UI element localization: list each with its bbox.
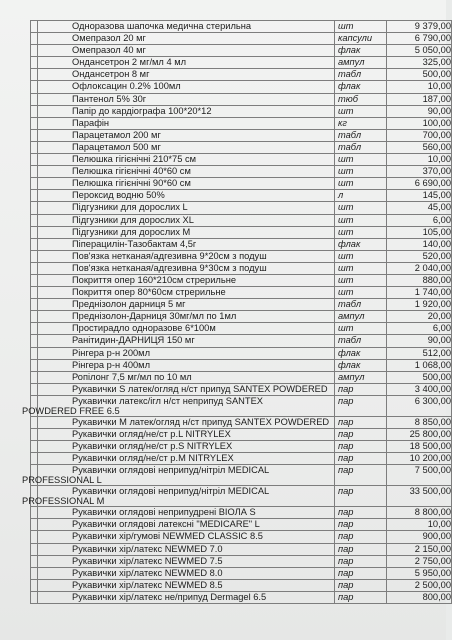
item-name: Підгузники для дорослих M (72, 226, 191, 237)
item-name-cell (38, 226, 335, 238)
row-marker-cell (31, 190, 38, 202)
item-unit: шт (335, 262, 387, 274)
item-unit: шт (335, 274, 387, 286)
item-unit: кг (335, 117, 387, 129)
item-name-cell (38, 45, 335, 57)
item-unit: табл (335, 141, 387, 153)
table-row (31, 429, 452, 441)
table-row (31, 323, 452, 335)
row-marker-cell (31, 166, 38, 178)
table-row (31, 486, 452, 507)
item-amount: 2 040,00 (387, 262, 452, 274)
item-name: Рукавички хір/латекс NEWMED 8.0 (72, 567, 223, 578)
item-name-cell (38, 555, 335, 567)
item-name-cell (22, 486, 335, 507)
item-name-cell (38, 543, 335, 555)
item-unit: флак (335, 238, 387, 250)
item-amount: 325,00 (387, 57, 452, 69)
item-name: Офлоксацин 0.2% 100мл (72, 81, 181, 92)
item-name: Рукавички оглядові неприпудрені ВІОЛА S (72, 507, 256, 518)
item-unit: табл (335, 335, 387, 347)
item-unit: шт (335, 105, 387, 117)
row-marker-cell (31, 21, 38, 33)
item-name-cell (38, 347, 335, 359)
item-name: Підгузники для дорослих XL (72, 214, 194, 225)
item-unit: пар (335, 383, 387, 395)
table-row (31, 214, 452, 226)
item-unit: шт (335, 250, 387, 262)
item-amount: 1 740,00 (387, 287, 452, 299)
table-row (31, 274, 452, 286)
row-marker-cell (31, 287, 38, 299)
item-name: Пов'язка нетканая/адгезивна 9*20см з подуш (72, 250, 267, 261)
item-name: Одноразова шапочка медична стерильна (72, 21, 252, 31)
item-name-cell (38, 507, 335, 519)
row-marker-cell (31, 441, 38, 453)
item-unit: л (335, 190, 387, 202)
row-marker-cell (31, 519, 38, 531)
item-name: Пантенол 5% 30г (72, 93, 147, 104)
table-row (31, 93, 452, 105)
item-name: Рукавички хір/латекс не/припуд Dermagel 6.5 (72, 591, 267, 602)
table-row (31, 154, 452, 166)
item-name-cell (38, 287, 335, 299)
item-amount: 1 068,00 (387, 359, 452, 371)
item-name: Рукавички хір/латекс NEWMED 7.0 (72, 543, 223, 554)
item-unit: флак (335, 81, 387, 93)
item-amount: 18 500,00 (387, 441, 452, 453)
row-marker-cell (31, 81, 38, 93)
item-unit: ампул (335, 311, 387, 323)
item-name-cell (38, 154, 335, 166)
item-name: Рукавички огляд/не/ст р.S NITRYLEX (72, 441, 233, 452)
item-amount: 560,00 (387, 141, 452, 153)
row-marker-cell (31, 416, 38, 428)
row-marker-cell (31, 429, 38, 441)
item-name-cell (38, 250, 335, 262)
item-amount: 370,00 (387, 166, 452, 178)
table-row (31, 226, 452, 238)
item-amount: 145,00 (387, 190, 452, 202)
table-row (31, 531, 452, 543)
row-marker-cell (31, 178, 38, 190)
item-name-cell (38, 262, 335, 274)
item-amount: 500,00 (387, 69, 452, 81)
table-row (31, 287, 452, 299)
item-name-cell (38, 274, 335, 286)
row-marker-cell (31, 323, 38, 335)
item-name-cell (38, 81, 335, 93)
item-name-cell (38, 299, 335, 311)
item-unit: флак (335, 359, 387, 371)
item-amount: 6,00 (387, 323, 452, 335)
item-amount: 700,00 (387, 129, 452, 141)
item-name-cell (38, 33, 335, 45)
item-amount: 2 750,00 (387, 555, 452, 567)
item-name-cell (38, 57, 335, 69)
item-name: Рукавички оглядові неприпуд/нітріл MEDICAL PROFESSIONAL L (22, 465, 269, 486)
item-amount: 33 500,00 (387, 486, 452, 507)
item-unit: ампул (335, 57, 387, 69)
item-amount: 8 800,00 (387, 507, 452, 519)
item-amount: 5 950,00 (387, 567, 452, 579)
table-row (31, 178, 452, 190)
item-name-cell (38, 117, 335, 129)
row-marker-cell (31, 141, 38, 153)
item-name: Рукавички хір/латекс NEWMED 8.5 (72, 579, 223, 590)
item-name: Пероксид водню 50% (72, 190, 165, 201)
row-marker-cell (31, 250, 38, 262)
item-name-cell (38, 69, 335, 81)
item-name: Покриття опер 160*210см стрерильне (72, 274, 236, 285)
item-amount: 6 790,00 (387, 33, 452, 45)
table-row (31, 129, 452, 141)
item-name-cell (38, 141, 335, 153)
item-unit: ампул (335, 371, 387, 383)
item-unit: пар (335, 567, 387, 579)
item-amount: 900,00 (387, 531, 452, 543)
table-row (31, 250, 452, 262)
item-name: Рукавички оглядові латексні "MEDICARE" L (72, 519, 260, 530)
table-row (31, 117, 452, 129)
item-unit: шт (335, 202, 387, 214)
item-amount: 10,00 (387, 154, 452, 166)
item-amount: 10,00 (387, 519, 452, 531)
item-amount: 187,00 (387, 93, 452, 105)
item-name: Рукавички S латек/огляд н/ст припуд SANTEX POWDERED (72, 383, 328, 394)
item-name-cell (38, 335, 335, 347)
item-unit: пар (335, 486, 387, 507)
item-unit: пар (335, 395, 387, 416)
item-name: Рукавички оглядові неприпуд/нітріл MEDICAL PROFESSIONAL M (22, 486, 269, 507)
item-name-cell (38, 371, 335, 383)
item-unit: пар (335, 507, 387, 519)
item-name: Папір до кардіографа 100*20*12 (72, 105, 212, 116)
table-row (31, 453, 452, 465)
row-marker-cell (31, 531, 38, 543)
item-name-cell (38, 214, 335, 226)
item-name-cell (38, 519, 335, 531)
item-amount: 2 500,00 (387, 579, 452, 591)
item-name-cell (38, 311, 335, 323)
item-name: Ондансетрон 8 мг (72, 69, 150, 80)
item-name-cell (38, 531, 335, 543)
row-marker-cell (31, 129, 38, 141)
item-amount: 512,00 (387, 347, 452, 359)
row-marker-cell (31, 262, 38, 274)
table-row (31, 262, 452, 274)
item-amount: 90,00 (387, 105, 452, 117)
item-unit: шт (335, 166, 387, 178)
item-unit: шт (335, 178, 387, 190)
item-unit: пар (335, 441, 387, 453)
row-marker-cell (31, 453, 38, 465)
item-name-cell (38, 359, 335, 371)
item-name: Простирадло одноразове 6*100м (72, 323, 216, 334)
item-name-cell (38, 93, 335, 105)
item-name: Рукавички хір/гумові NEWMED CLASSIC 8.5 (72, 531, 263, 542)
table-row (31, 45, 452, 57)
table-row (31, 383, 452, 395)
item-amount: 45,00 (387, 202, 452, 214)
item-unit: пар (335, 465, 387, 486)
item-unit: шт (335, 214, 387, 226)
row-marker-cell (31, 214, 38, 226)
row-marker-cell (31, 371, 38, 383)
item-unit: пар (335, 519, 387, 531)
table-row (31, 190, 452, 202)
row-marker-cell (31, 591, 38, 603)
item-name: Ондансетрон 2 мг/мл 4 мл (72, 57, 187, 68)
table-row (31, 81, 452, 93)
item-name: Ропілонг 7,5 мг/мл по 10 мл (72, 371, 192, 382)
item-amount: 6 690,00 (387, 178, 452, 190)
item-name-cell (38, 129, 335, 141)
row-marker-cell (31, 202, 38, 214)
item-name-cell (22, 465, 335, 486)
item-amount: 10 200,00 (387, 453, 452, 465)
item-unit: пар (335, 531, 387, 543)
item-unit: капсули (335, 33, 387, 45)
item-unit: пар (335, 416, 387, 428)
item-unit: шт (335, 323, 387, 335)
table-row (31, 371, 452, 383)
item-unit: пар (335, 591, 387, 603)
item-amount: 520,00 (387, 250, 452, 262)
item-name-cell (38, 453, 335, 465)
table-row (31, 21, 452, 33)
item-unit: флак (335, 347, 387, 359)
item-unit: табл (335, 299, 387, 311)
row-marker-cell (31, 579, 38, 591)
item-unit: пар (335, 543, 387, 555)
table-row (31, 591, 452, 603)
item-unit: табл (335, 129, 387, 141)
item-name: Рукавички латекс/ігл н/ст неприпуд SANTEX POWDERED FREE 6.5 (22, 395, 263, 416)
item-name-cell (38, 591, 335, 603)
item-amount: 140,00 (387, 238, 452, 250)
row-marker-cell (31, 347, 38, 359)
item-name: Преднізолон-Дарниця 30мг/мл по 1мл (72, 311, 237, 322)
item-name: Покриття опер 80*60см стрерильне (72, 287, 226, 298)
table-row (31, 141, 452, 153)
item-amount: 25 800,00 (387, 429, 452, 441)
table-row (31, 543, 452, 555)
row-marker-cell (31, 154, 38, 166)
item-amount: 8 850,00 (387, 416, 452, 428)
item-name: Рукавички огляд/не/ст р.M NITRYLEX (72, 453, 234, 464)
item-name-cell (38, 579, 335, 591)
table-row (31, 441, 452, 453)
table-row (31, 519, 452, 531)
item-name-cell (38, 105, 335, 117)
row-marker-cell (31, 507, 38, 519)
item-name: Пелюшка гігієнічні 40*60 см (72, 166, 191, 177)
item-amount: 105,00 (387, 226, 452, 238)
table-row (31, 105, 452, 117)
row-marker-cell (31, 567, 38, 579)
item-name: Ранітидин-ДАРНИЦЯ 150 мг (72, 335, 195, 346)
table-row (31, 567, 452, 579)
row-marker-cell (31, 226, 38, 238)
item-unit: пар (335, 429, 387, 441)
row-marker-cell (31, 335, 38, 347)
item-name: Рінгера р-н 200мл (72, 347, 150, 358)
table-row (31, 335, 452, 347)
item-name: Омепразол 20 мг (72, 33, 146, 44)
item-amount: 9 379,00 (387, 21, 452, 33)
item-name: Парацетамол 200 мг (72, 129, 161, 140)
item-unit: табл (335, 69, 387, 81)
item-amount: 20,00 (387, 311, 452, 323)
item-amount: 6,00 (387, 214, 452, 226)
item-name-cell (38, 178, 335, 190)
item-name-cell (38, 21, 335, 33)
item-name-cell (38, 383, 335, 395)
item-name: Рукавички огляд/не/ст р.L NITRYLEX (72, 429, 231, 439)
table-row (31, 57, 452, 69)
item-name: Пов'язка нетканая/адгезивна 9*30см з подуш (72, 262, 267, 273)
row-marker-cell (31, 69, 38, 81)
item-unit: пар (335, 555, 387, 567)
item-amount: 7 500,00 (387, 465, 452, 486)
row-marker-cell (31, 117, 38, 129)
row-marker-cell (31, 359, 38, 371)
item-unit: шт (335, 226, 387, 238)
table-row (31, 238, 452, 250)
table-row (31, 465, 452, 486)
item-amount: 2 150,00 (387, 543, 452, 555)
item-amount: 880,00 (387, 274, 452, 286)
item-name-cell (38, 323, 335, 335)
table-row (31, 299, 452, 311)
item-name: Пелюшка гігієнічні 90*60 см (72, 178, 191, 189)
item-name: Рукавички M латек/огляд н/ст припуд SANTEX POWDERED (72, 416, 330, 427)
item-name: Парацетамол 500 мг (72, 141, 161, 152)
item-unit: флак (335, 45, 387, 57)
row-marker-cell (31, 274, 38, 286)
item-amount: 800,00 (387, 591, 452, 603)
item-name: Омепразол 40 мг (72, 45, 146, 56)
item-unit: тюб (335, 93, 387, 105)
inventory-table (22, 20, 452, 604)
row-marker-cell (31, 311, 38, 323)
row-marker-cell (31, 33, 38, 45)
table-row (31, 69, 452, 81)
table-row (31, 202, 452, 214)
item-name-cell (38, 190, 335, 202)
row-marker-cell (31, 45, 38, 57)
item-name-cell (38, 238, 335, 250)
item-amount: 500,00 (387, 371, 452, 383)
item-amount: 3 400,00 (387, 383, 452, 395)
item-name-cell (38, 166, 335, 178)
item-amount: 5 050,00 (387, 45, 452, 57)
item-amount: 10,00 (387, 81, 452, 93)
table-row (31, 579, 452, 591)
table-row (31, 359, 452, 371)
table-row (31, 311, 452, 323)
row-marker-cell (31, 555, 38, 567)
item-unit: пар (335, 453, 387, 465)
table-row (31, 507, 452, 519)
item-name: Рукавички хір/латекс NEWMED 7.5 (72, 555, 223, 566)
item-name-cell (22, 395, 335, 416)
item-unit: шт (335, 154, 387, 166)
item-unit: шт (335, 21, 387, 33)
item-name-cell (38, 441, 335, 453)
row-marker-cell (31, 238, 38, 250)
item-name: Піперацилін-Тазобактам 4,5г (72, 238, 197, 249)
table-row (31, 33, 452, 45)
item-name: Парафін (72, 117, 110, 128)
item-amount: 100,00 (387, 117, 452, 129)
item-name-cell (38, 429, 335, 441)
item-name: Підгузники для дорослих L (72, 202, 188, 213)
item-name: Пелюшка гігієнічні 210*75 см (72, 154, 197, 165)
item-amount: 90,00 (387, 335, 452, 347)
item-unit: пар (335, 579, 387, 591)
inventory-table-body (22, 21, 452, 604)
table-row (31, 395, 452, 416)
row-marker-cell (31, 93, 38, 105)
row-marker-cell (31, 57, 38, 69)
item-unit: шт (335, 287, 387, 299)
row-marker-cell (31, 299, 38, 311)
table-row (31, 166, 452, 178)
item-amount: 6 300,00 (387, 395, 452, 416)
table-row (31, 347, 452, 359)
item-name-cell (38, 202, 335, 214)
item-name: Преднізолон дарниця 5 мг (72, 299, 186, 310)
row-marker-cell (31, 105, 38, 117)
row-marker-cell (31, 383, 38, 395)
table-row (31, 416, 452, 428)
item-name: Рінгера р-н 400мл (72, 359, 150, 370)
item-amount: 1 920,00 (387, 299, 452, 311)
row-marker-cell (31, 543, 38, 555)
table-row (31, 555, 452, 567)
item-name-cell (38, 567, 335, 579)
item-name-cell (38, 416, 335, 428)
